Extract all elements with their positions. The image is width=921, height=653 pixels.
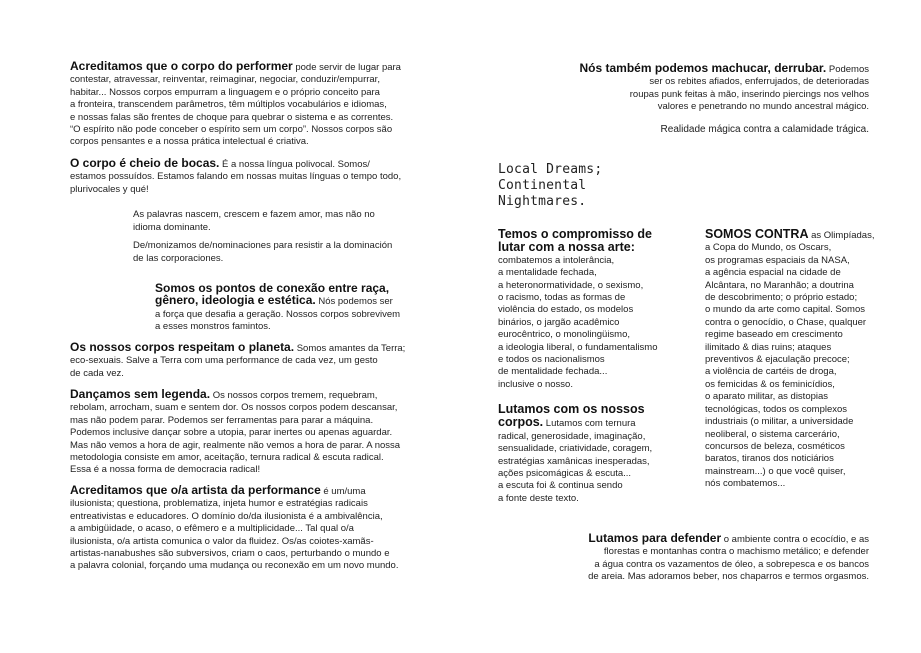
text-line: estamos possuídos. Estamos falando em nossas muitas línguas o tempo todo,: [70, 171, 402, 183]
text-line: de descobrimento; o próprio estado;: [705, 292, 858, 304]
text-line: corpos pensantes e a nossa prática intelectual é criativa.: [70, 136, 309, 148]
column-commitment: [498, 228, 698, 391]
text-line: preventivos & ejaculação precoce;: [705, 354, 850, 366]
paragraph-heading: gênero, ideologia e estética.: [155, 293, 316, 308]
text-line: eurocêntrico, o monolingüismo,: [498, 329, 631, 341]
text-line: a fronteira, transcendem parâmetros, têm múltiplos vocabulários e idiomas,: [70, 99, 387, 111]
text-line: artistas-nanabushes são subversivos, criam o caos, perturbando o mundo e: [70, 548, 390, 560]
text-line: Essa é a nossa forma de democracia radical!: [70, 464, 261, 476]
text-line: Somos amantes da Terra;: [294, 343, 406, 354]
paragraph-heading: Os nossos corpos respeitam o planeta.: [70, 340, 295, 354]
text-line: a escuta foi & continua sendo: [498, 480, 623, 492]
text-line: mainstream...) o que você quiser,: [705, 465, 846, 477]
paragraph-heading: O corpo é cheio de bocas.: [70, 156, 220, 170]
text-line: a fonte deste texto.: [498, 492, 579, 504]
text-line: industriais (o militar, a universidade: [705, 416, 854, 428]
text-line: roupas punk feitas à mão, inserindo piercings nos velhos: [629, 88, 869, 100]
text-line: eco-sexuais. Salve a Terra com uma performance de cada vez, um gesto: [70, 355, 378, 367]
text-line: De/monizamos de/nominaciones para resistir a la dominación: [133, 240, 393, 252]
text-line: plurivocales y qué!: [70, 183, 149, 195]
text-line: metodologia consiste em amor, aceitação, ternura radical & escuta radical.: [70, 452, 384, 464]
text-line: entreativistas e educadores. O domínio do/da ilusionista é a ambivalência,: [70, 510, 383, 522]
column-heading: Lutamos com os nossos: [498, 402, 645, 416]
paragraph-heading: Dançamos sem legenda.: [70, 387, 211, 401]
column-bodies: [498, 403, 698, 505]
text-line: violência do estado, os modelos: [498, 304, 634, 316]
text-line: Podemos: [826, 64, 869, 75]
column-heading: corpos.: [498, 415, 544, 430]
manifesto-quote-words: [133, 209, 413, 265]
text-line: a mentalidade fechada,: [498, 267, 597, 279]
manifesto-paragraph-illusionist: [70, 484, 415, 573]
text-line: Mas não vemos a hora de agir, realmente não vemos a hora de parar. A nossa: [70, 439, 401, 451]
text-line: “O espírito não pode conceber o espírito sem um corpo”. Nossos corpos são: [70, 124, 393, 136]
text-line: mas não podem parar. Podemos ser ferramentas para parar a máquina.: [70, 414, 374, 426]
manifesto-paragraph-rivets: [569, 62, 869, 136]
text-line: Lutamos com ternura: [543, 418, 636, 430]
text-line: ações psicomágicas & escuta...: [498, 468, 632, 480]
text-line: ilusionista, o/a artista comunica o valor da fluidez. Os/as coiotes-xamãs-: [70, 535, 374, 547]
manifesto-paragraph-body-performer: [70, 60, 415, 149]
text-line: de cada vez.: [70, 367, 124, 379]
paragraph-heading: Lutamos para defender: [588, 531, 722, 545]
text-line: inclusive o nosso.: [498, 378, 573, 390]
text-line: a Copa do Mundo, os Oscars,: [705, 242, 832, 254]
text-line: É a nossa língua polivocal. Somos/: [219, 159, 370, 170]
text-line: estratégias xamânicas inesperadas,: [498, 455, 650, 467]
title-line: Nightmares.: [498, 194, 587, 209]
text-line: e nossas falas são frentes de choque para quebrar o sistema e as correntes.: [70, 111, 394, 123]
text-line: Os nossos corpos tremem, requebram,: [210, 390, 378, 401]
text-line: tecnológicas, todos os complexos: [705, 403, 848, 415]
paragraph-heading: Acreditamos que o corpo do performer: [70, 59, 293, 73]
text-line: pode servir de lugar para: [292, 62, 401, 73]
text-line: habitar... Nossos corpos empurram a linguagem e o próprio conceito para: [70, 86, 380, 98]
text-line: a palavra colonial, forçando uma mudança ou reconexão em um novo mundo.: [70, 560, 399, 572]
text-line: As palavras nascem, crescem e fazem amor, mas não no: [133, 209, 375, 220]
text-line: os programas espaciais da NASA,: [705, 254, 850, 266]
manifesto-paragraph-mouths: [70, 157, 415, 196]
manifesto-paragraph-connection: [155, 282, 415, 334]
text-line: a esses monstros famintos.: [155, 321, 271, 333]
text-line: ilimitado & dias ruins; ataques: [705, 341, 832, 353]
text-line: Alcântara, no Maranhão; a doutrina: [705, 279, 854, 291]
text-line: o mundo da arte como capital. Somos: [705, 304, 866, 316]
text-line: Nós podemos ser: [315, 296, 393, 308]
section-title: [498, 162, 602, 210]
text-line: a ambigüidade, o acaso, o efêmero e a multiplicidade... Tal qual o/a: [70, 523, 354, 535]
text-line: florestas e montanhas contra o machismo metálico; e defender: [603, 546, 869, 558]
text-line: regime baseado em crescimento: [705, 329, 843, 341]
title-line: Local Dreams;: [498, 162, 603, 177]
text-line: a força que desafia a geração. Nossos corpos sobrevivem: [155, 308, 401, 320]
paragraph-heading: Somos os pontos de conexão entre raça,: [155, 281, 390, 295]
text-line: concursos de beleza, cosméticos: [705, 440, 845, 452]
text-line: é um/uma: [320, 486, 366, 497]
text-line: de areia. Mas adoramos beber, nos chaparros e termos orgasmos.: [588, 571, 869, 583]
text-line: de las corporaciones.: [133, 252, 224, 264]
column-heading: SOMOS CONTRA: [705, 227, 809, 241]
text-line: a ideologia liberal, o fundamentalismo: [498, 341, 658, 353]
text-line: rebolam, arrocham, suam e sentem dor. Os nossos corpos podem descansar,: [70, 402, 398, 414]
title-line: Continental: [498, 178, 587, 193]
text-line: os femicidas & os feminicídios,: [705, 378, 835, 390]
text-line: a violência de cartéis de droga,: [705, 366, 837, 378]
text-line: o racismo, todas as formas de: [498, 292, 626, 304]
text-line: contra o genocídio, o Chase, qualquer: [705, 316, 867, 328]
text-line: ser os rebites afiados, enferrujados, de deterioradas: [649, 76, 869, 88]
text-line: combatemos a intolerância,: [498, 254, 615, 266]
tagline: Realidade mágica contra a calamidade trágica.: [660, 123, 869, 135]
manifesto-paragraph-defend: [539, 532, 869, 584]
text-line: valores e penetrando no mundo ancestral mágico.: [657, 101, 869, 113]
text-line: as Olimpíadas,: [808, 230, 875, 241]
text-line: ilusionista; questiona, problematiza, injeta humor e estratégias radicais: [70, 498, 368, 510]
paragraph-heading: Acreditamos que o/a artista da performance: [70, 483, 321, 497]
text-line: a agência espacial na cidade de: [705, 267, 841, 279]
paragraph-heading: Nós também podemos machucar, derrubar.: [579, 61, 827, 75]
text-line: o aparato militar, as distopias: [705, 391, 829, 403]
text-line: de mentalidade fechada...: [498, 366, 608, 378]
text-line: binários, o jargão acadêmico: [498, 316, 620, 328]
manifesto-paragraph-dance: [70, 388, 415, 477]
column-heading: Temos o compromisso de: [498, 227, 652, 241]
manifesto-paragraph-planet: [70, 341, 415, 380]
text-line: contestar, atravessar, reinventar, reimaginar, negociar, conduzir/empurrar,: [70, 74, 380, 86]
text-line: o ambiente contra o ecocídio, e as: [721, 534, 869, 545]
text-line: sensualidade, criatividade, coragem,: [498, 443, 653, 455]
text-line: idioma dominante.: [133, 221, 211, 233]
text-line: a heteronormatividade, o sexismo,: [498, 279, 644, 291]
text-line: e todos os nacionalismos: [498, 354, 605, 366]
text-line: baratos, tiranos dos noticiários: [705, 453, 834, 465]
text-line: radical, generosidade, imaginação,: [498, 430, 646, 442]
text-line: nós combatemos...: [705, 478, 786, 490]
text-line: Podemos inclusive dançar sobre a utopia, parar inertes ou apenas aguardar.: [70, 427, 393, 439]
text-line: neoliberal, o sistema carcerário,: [705, 428, 840, 440]
column-heading: lutar com a nossa arte:: [498, 240, 635, 255]
text-line: a água contra os vazamentos de óleo, a sobrepesca e os bancos: [594, 558, 869, 570]
column-against: [705, 228, 895, 491]
